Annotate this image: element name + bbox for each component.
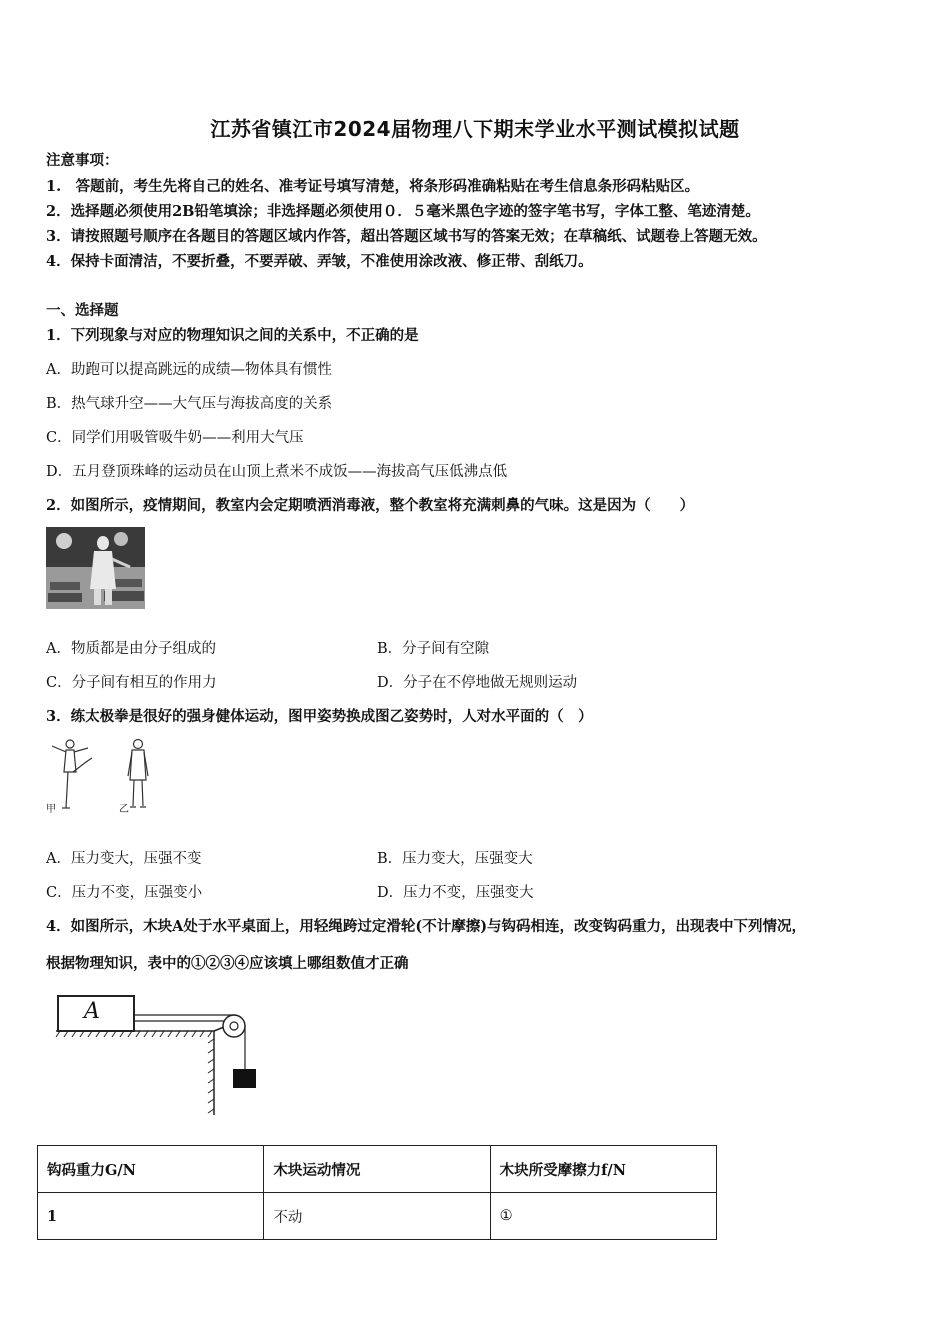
notice-heading: 注意事项：	[46, 152, 119, 169]
q1-option-c: C．同学们用吸管吸牛奶——利用大气压	[46, 430, 304, 446]
notice-item-1: 1. 答题前，考生先将自己的姓名、准考证号填写清楚，将条形码准确粘贴在考生信息条形码粘贴区。	[46, 178, 700, 195]
table-header-row	[38, 1146, 717, 1193]
section-heading: 一、选择题	[46, 302, 119, 319]
q4-data-table	[37, 1145, 717, 1240]
q3-option-c: C．压力不变，压强变小	[46, 885, 203, 901]
q3-option-d: D．压力不变，压强变大	[377, 885, 534, 901]
notice-item-4: 4．保持卡面清洁，不要折叠，不要弄破、弄皱，不准使用涂改液、修正带、刮纸刀。	[46, 253, 593, 270]
header-block-motion: 木块运动情况	[264, 1146, 490, 1193]
figure-label-yi: 乙	[119, 804, 129, 815]
q2-option-a: A．物质都是由分子组成的	[46, 641, 216, 657]
q3-option-b: B．压力变大，压强变大	[377, 851, 533, 867]
notice-item-3: 3．请按照题号顺序在各题目的答题区域内作答，超出答题区域书写的答案无效；在草稿纸、试题卷上答题无效。	[46, 228, 767, 245]
q1-stem: 1．下列现象与对应的物理知识之间的关系中，不正确的是	[46, 327, 419, 344]
header-friction: 木块所受摩擦力f/N	[490, 1146, 716, 1193]
q3-option-a: A．压力变大，压强不变	[46, 851, 202, 867]
classroom-disinfection-photo	[46, 527, 145, 609]
q1-option-a: A．助跑可以提高跳远的成绩—物体具有惯性	[46, 362, 332, 378]
q4-stem-line-1: 4．如图所示，木块A处于水平桌面上，用轻绳跨过定滑轮(不计摩擦)与钩码相连，改变钩码重力，出现表中下列情况，	[46, 918, 807, 935]
tai-chi-figures	[46, 736, 156, 812]
cell-friction: ①	[490, 1193, 716, 1240]
figure-label-jia: 甲	[46, 804, 56, 815]
q1-option-d: D．五月登顶珠峰的运动员在山顶上煮米不成饭——海拔高气压低沸点低	[46, 464, 508, 480]
q2-stem: 2．如图所示，疫情期间，教室内会定期喷洒消毒液，整个教室将充满刺鼻的气味。这是因为（ ）	[46, 497, 695, 514]
q1-option-b: B．热气球升空——大气压与海拔高度的关系	[46, 396, 333, 412]
cell-weight: 1	[38, 1193, 264, 1240]
q4-stem-line-2: 根据物理知识，表中的①②③④应该填上哪组数值才正确	[46, 955, 409, 972]
q3-stem: 3．练太极拳是很好的强身健体运动，图甲姿势换成图乙姿势时，人对水平面的（ ）	[46, 708, 593, 725]
q2-option-d: D．分子在不停地做无规则运动	[377, 675, 578, 691]
q2-option-c: C．分子间有相互的作用力	[46, 675, 217, 691]
table-row	[38, 1193, 717, 1240]
cell-motion: 不动	[264, 1193, 490, 1240]
q2-option-b: B．分子间有空隙	[377, 641, 490, 657]
header-hook-weight: 钩码重力G/N	[38, 1146, 264, 1193]
page-title: 江苏省镇江市2024届物理八下期末学业水平测试模拟试题	[210, 117, 740, 141]
notice-item-2: 2．选择题必须使用2B铅笔填涂；非选择题必须使用０．５毫米黑色字迹的签字笔书写，字体工整、笔迹清楚。	[46, 203, 760, 220]
block-label: A	[84, 999, 100, 1024]
